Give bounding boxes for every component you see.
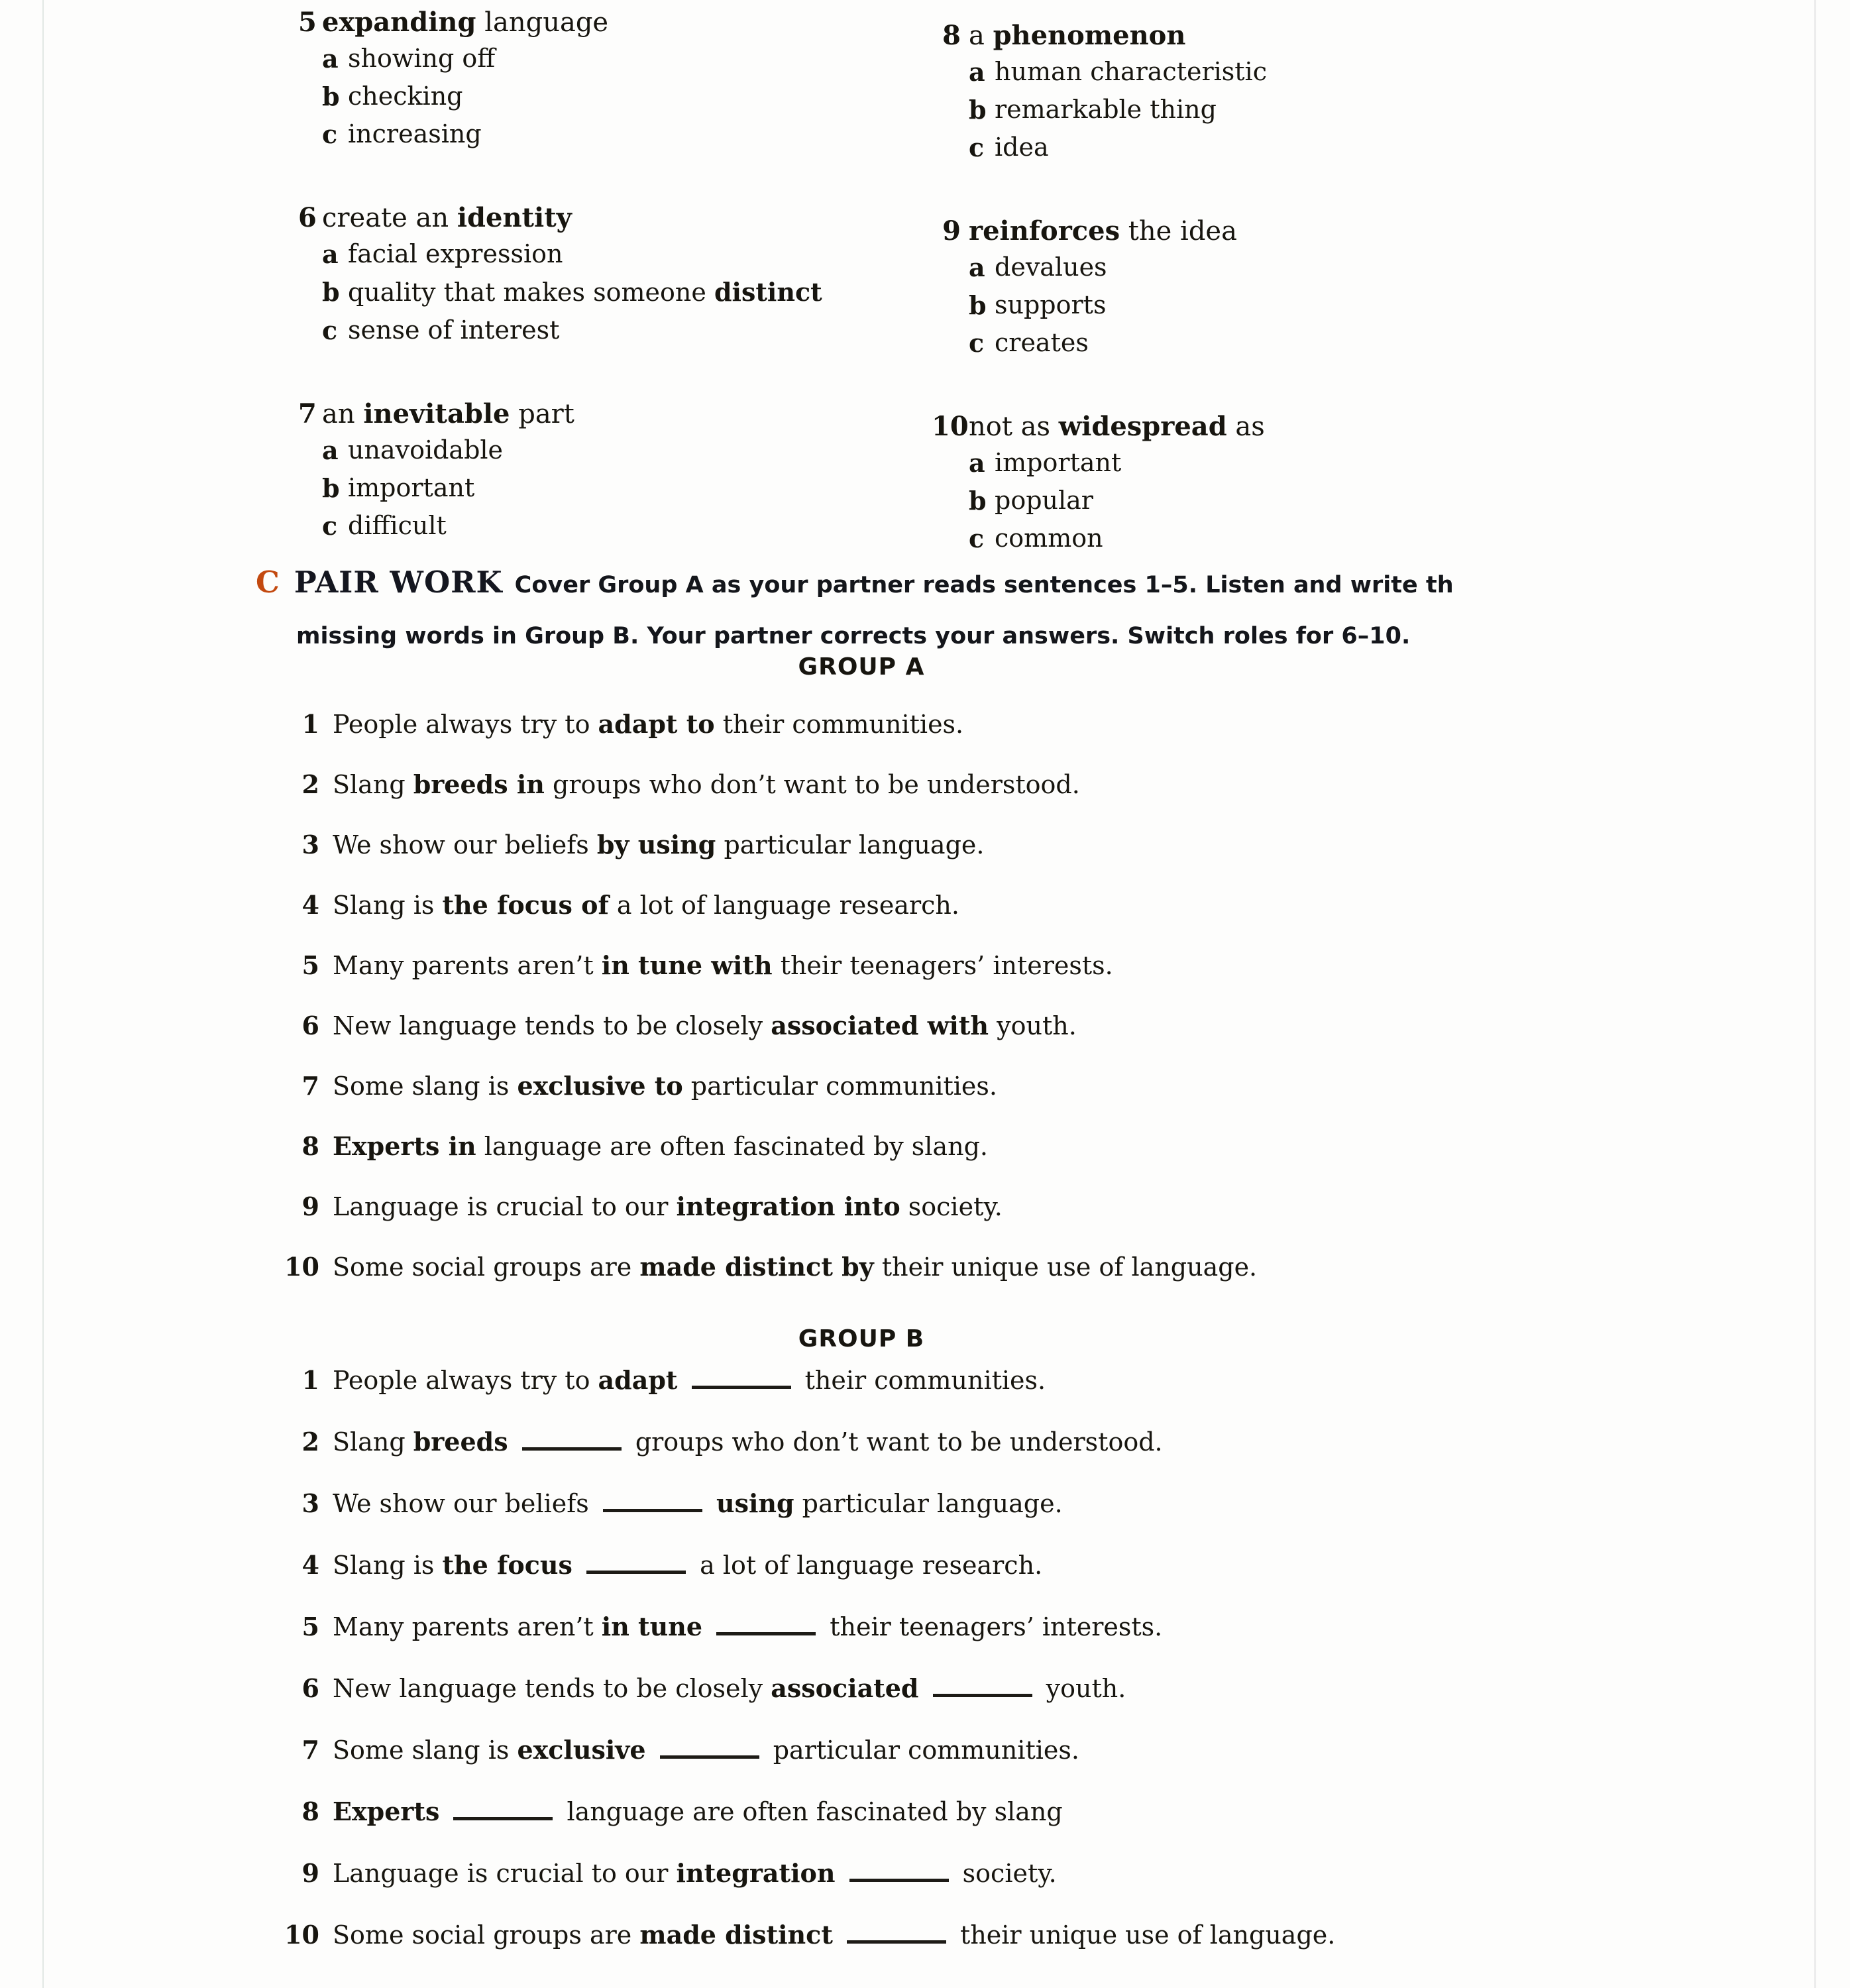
mc-option-letter: c: [969, 524, 985, 553]
mc-item-title: reinforces the idea: [969, 215, 1237, 247]
mc-item: [298, 397, 822, 545]
sentence-number: 7: [301, 1071, 319, 1101]
mc-option-text: sense of interest: [348, 315, 560, 345]
mc-item-number: 5: [298, 7, 317, 38]
sentence-text: Experts language are often fascinated by slang: [333, 1796, 1063, 1826]
mc-item-title: expanding language: [322, 7, 609, 38]
sentence-row: [278, 1918, 1604, 1980]
sentence-row: [278, 1250, 1604, 1311]
mc-item-number: 10: [932, 411, 969, 442]
sentence-number: 5: [301, 1612, 319, 1641]
fill-in-blank: [660, 1755, 759, 1759]
mc-option-text: popular: [995, 486, 1093, 515]
mc-option-text: supports: [995, 290, 1107, 319]
sentence-row: [278, 1130, 1604, 1190]
sentence-number: 10: [284, 1920, 319, 1950]
mc-option: [322, 311, 822, 349]
sentence-row: [278, 768, 1604, 828]
sentence-number: 2: [301, 769, 319, 799]
sentence-number: 9: [301, 1191, 319, 1221]
mc-option: [322, 78, 822, 115]
sentence-text: People always try to adapt to their communities.: [333, 709, 964, 739]
mc-option-letter: a: [969, 252, 985, 282]
mc-option-letter: b: [969, 486, 987, 516]
mc-item-title: create an identity: [322, 202, 572, 233]
mc-option-letter: b: [322, 473, 340, 503]
page-right-rule: [1814, 0, 1816, 1988]
fill-in-blank: [586, 1571, 686, 1574]
mc-option-letter: c: [969, 133, 985, 162]
fill-in-blank: [603, 1509, 702, 1512]
sentence-number: 4: [301, 890, 319, 920]
mc-option: [969, 520, 1267, 557]
mc-options: [969, 444, 1267, 557]
mc-item-number: 7: [298, 398, 317, 429]
mc-option-letter: b: [322, 82, 340, 111]
mc-option-text: common: [995, 524, 1103, 553]
pairwork-heading: PAIR WORK: [294, 565, 503, 600]
sentence-text: People always try to adapt their communities.: [333, 1365, 1046, 1395]
mc-option: [322, 40, 822, 78]
mc-item-title-row: [298, 397, 822, 431]
sentence-number: 3: [301, 1488, 319, 1518]
pairwork-instruction-line-1: Cover Group A as your partner reads sentences 1–5. Listen and write th: [514, 572, 1454, 598]
mc-option: [322, 507, 822, 545]
pairwork-line-1: [256, 557, 1780, 611]
mc-option-text: idea: [995, 133, 1049, 162]
mc-item-title: an inevitable part: [322, 398, 574, 429]
sentence-text: New language tends to be closely associated youth.: [333, 1673, 1126, 1703]
mc-option-text: devalues: [995, 252, 1107, 282]
fill-in-blank: [716, 1632, 816, 1635]
sentence-number: 3: [301, 830, 319, 859]
mc-option: [969, 91, 1267, 129]
sentence-row: [278, 1672, 1604, 1734]
fill-in-blank: [453, 1817, 553, 1820]
mc-item: [298, 201, 822, 349]
mc-item-number: 8: [942, 20, 961, 51]
sentence-number: 10: [284, 1252, 319, 1282]
mc-item-title-row: [932, 214, 1267, 248]
mc-option: [322, 469, 822, 507]
mc-item-number: 6: [298, 202, 317, 233]
mc-option-text: remarkable thing: [995, 95, 1217, 124]
mc-option-letter: a: [322, 435, 339, 465]
sentence-text: Slang breeds groups who don’t want to be understood.: [333, 1427, 1163, 1457]
mc-option-letter: c: [322, 511, 338, 541]
sentence-number: 8: [301, 1131, 319, 1161]
mc-item: [932, 410, 1267, 557]
mc-option: [322, 273, 822, 311]
mc-options: [322, 235, 822, 349]
sentence-number: 9: [301, 1858, 319, 1888]
mc-option-text: showing off: [348, 44, 496, 73]
mc-option: [969, 324, 1267, 362]
mc-item-title-row: [932, 19, 1267, 53]
fill-in-blank: [847, 1940, 946, 1944]
mc-options: [969, 248, 1267, 362]
mc-option-text: checking: [348, 82, 463, 111]
sentence-row: [278, 1734, 1604, 1795]
mc-item-title-row: [298, 5, 822, 40]
fill-in-blank: [692, 1386, 791, 1389]
sentence-number: 7: [301, 1735, 319, 1765]
mc-item-title-row: [932, 410, 1267, 444]
mc-option-letter: b: [969, 95, 987, 125]
mc-item: [932, 19, 1267, 166]
mc-option-letter: c: [322, 315, 338, 345]
page-left-rule: [42, 0, 44, 1988]
section-letter-c: C: [256, 565, 280, 600]
mc-option-letter: b: [969, 290, 987, 320]
sentence-text: Language is crucial to our integration into society.: [333, 1191, 1003, 1221]
mc-column-left: [298, 5, 822, 592]
mc-option-letter: a: [322, 239, 339, 269]
mc-item: [932, 214, 1267, 362]
mc-option-text: creates: [995, 328, 1089, 357]
mc-option-letter: a: [322, 44, 339, 74]
sentence-number: 4: [301, 1550, 319, 1580]
fill-in-blank: [849, 1879, 949, 1882]
sentence-row: [278, 1549, 1604, 1610]
mc-option: [969, 248, 1267, 286]
mc-option-letter: c: [322, 119, 338, 149]
mc-option-text: quality that makes someone distinct: [348, 277, 822, 307]
mc-option: [322, 235, 822, 273]
sentence-text: Some slang is exclusive to particular communities.: [333, 1071, 997, 1101]
mc-option: [969, 286, 1267, 324]
sentence-text: Experts in language are often fascinated by slang.: [333, 1131, 988, 1161]
sentence-text: Slang is the focus a lot of language research.: [333, 1550, 1043, 1580]
mc-option: [969, 444, 1267, 482]
sentence-text: Slang breeds in groups who don’t want to be understood.: [333, 769, 1080, 799]
mc-option: [969, 129, 1267, 166]
sentence-row: [278, 1610, 1604, 1672]
mc-item-title: a phenomenon: [969, 20, 1186, 51]
mc-option: [322, 115, 822, 153]
sentence-row: [278, 1487, 1604, 1549]
sentence-text: New language tends to be closely associated with youth.: [333, 1011, 1077, 1040]
sentence-text: Some social groups are made distinct by their unique use of language.: [333, 1252, 1258, 1282]
mc-item-title-row: [298, 201, 822, 235]
sentence-row: [278, 1857, 1604, 1918]
mc-option-text: increasing: [348, 119, 482, 148]
group-a-header: GROUP A: [798, 653, 925, 681]
mc-option-letter: a: [969, 57, 985, 87]
sentence-text: Some social groups are made distinct their unique use of language.: [333, 1920, 1336, 1950]
group-b-sentence-list: [278, 1364, 1604, 1980]
sentence-text: Language is crucial to our integration society.: [333, 1858, 1057, 1888]
sentence-row: [278, 1009, 1604, 1070]
sentence-number: 6: [301, 1673, 319, 1703]
sentence-row: [278, 1070, 1604, 1130]
group-a-sentence-list: [278, 708, 1604, 1311]
mc-option-letter: c: [969, 328, 985, 358]
mc-item-title: not as widespread as: [969, 411, 1265, 442]
sentence-text: Many parents aren’t in tune their teenagers’ interests.: [333, 1612, 1163, 1641]
mc-item-number: 9: [942, 215, 961, 247]
sentence-row: [278, 949, 1604, 1009]
mc-option-text: important: [348, 473, 475, 502]
sentence-number: 1: [301, 1365, 319, 1395]
mc-option-text: unavoidable: [348, 435, 504, 465]
mc-option-letter: a: [969, 448, 985, 478]
sentence-number: 5: [301, 950, 319, 980]
sentence-number: 2: [301, 1427, 319, 1457]
sentence-text: Some slang is exclusive particular communities.: [333, 1735, 1079, 1765]
sentence-text: We show our beliefs by using particular language.: [333, 830, 985, 859]
sentence-text: We show our beliefs using particular language.: [333, 1488, 1063, 1518]
mc-option: [969, 482, 1267, 520]
sentence-row: [278, 889, 1604, 949]
sentence-row: [278, 828, 1604, 889]
sentence-text: Slang is the focus of a lot of language research.: [333, 890, 959, 920]
sentence-text: Many parents aren’t in tune with their teenagers’ interests.: [333, 950, 1113, 980]
sentence-row: [278, 1190, 1604, 1250]
mc-option-text: facial expression: [348, 239, 563, 268]
mc-item: [298, 5, 822, 153]
mc-options: [322, 431, 822, 545]
pairwork-instruction-line-2: missing words in Group B. Your partner corrects your answers. Switch roles for 6–10.: [296, 623, 1411, 649]
mc-option-text: human characteristic: [995, 57, 1267, 86]
sentence-number: 1: [301, 709, 319, 739]
sentence-row: [278, 1795, 1604, 1857]
mc-option: [969, 53, 1267, 91]
sentence-row: [278, 1364, 1604, 1425]
mc-option: [322, 431, 822, 469]
mc-option-text: difficult: [348, 511, 447, 540]
mc-options: [322, 40, 822, 153]
sentence-row: [278, 708, 1604, 768]
sentence-row: [278, 1425, 1604, 1487]
mc-option-text: important: [995, 448, 1122, 477]
mc-options: [969, 53, 1267, 166]
mc-column-right: [932, 19, 1267, 605]
group-b-header: GROUP B: [798, 1325, 925, 1353]
fill-in-blank: [933, 1694, 1032, 1697]
mc-option-letter: b: [322, 277, 340, 307]
fill-in-blank: [522, 1447, 622, 1451]
sentence-number: 6: [301, 1011, 319, 1040]
pairwork-section: [256, 557, 1780, 662]
sentence-number: 8: [301, 1796, 319, 1826]
